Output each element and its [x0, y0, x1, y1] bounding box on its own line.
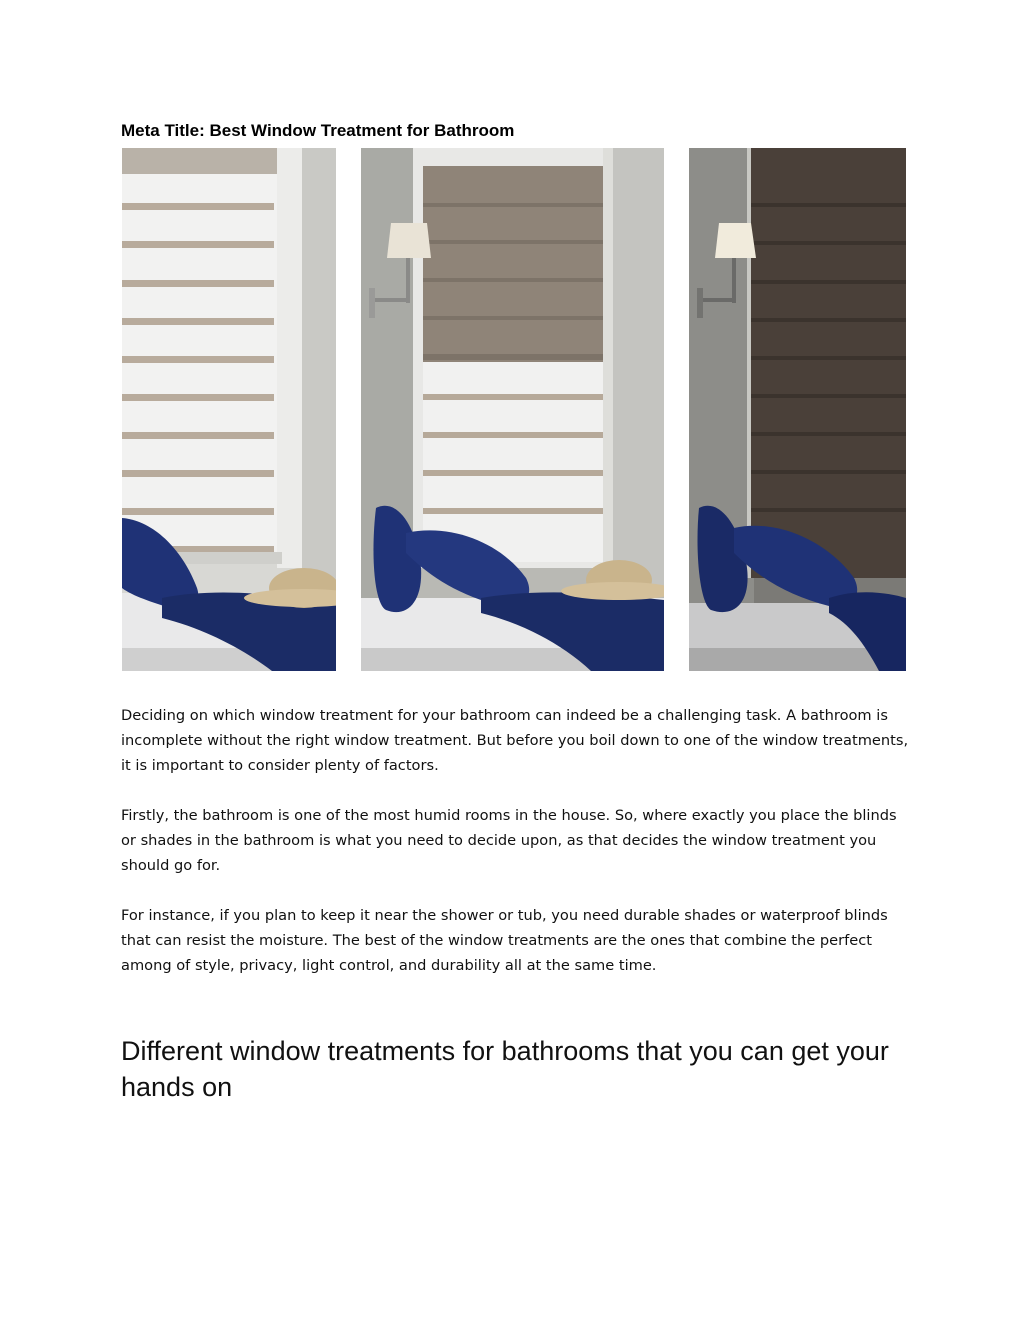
intro-paragraph: Deciding on which window treatment for your bathroom can indeed be a challenging task. A bathroom is incomplete without the right window treatment. But before you boil down to one of the window treatments, it is important to consider plenty of factors.	[121, 707, 909, 774]
window-photo-closed-shade	[689, 148, 906, 671]
window-photo-half-shade	[361, 148, 664, 671]
section-heading: Different window treatments for bathrooms that you can get your hands on	[121, 1036, 889, 1102]
durability-paragraph: For instance, if you plan to keep it near the shower or tub, you need durable shades or waterproof blinds that can resist the moisture. The best of the window treatments are the ones that combine the perfect among of style, privacy, light control, and durability all at the same time.	[121, 907, 888, 974]
humidity-paragraph: Firstly, the bathroom is one of the most humid rooms in the house. So, where exactly you place the blinds or shades in the bathroom is what you need to decide upon, as that decides the window treatment you should go for.	[121, 807, 897, 874]
meta-title: Meta Title: Best Window Treatment for Bathroom	[121, 121, 515, 140]
window-photo-open-shade	[122, 148, 336, 671]
